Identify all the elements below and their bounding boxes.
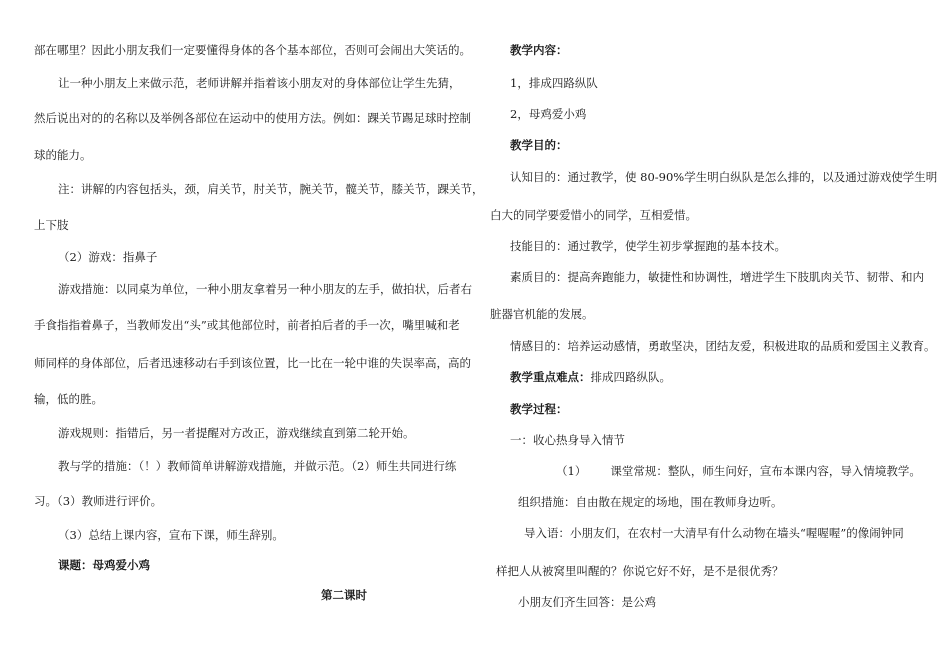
right-content-item2: 2，母鸡爱小鸡 <box>510 107 587 121</box>
left-game-method-line2: 手食指指着鼻子，当教师发出“头”或其他部位时，前者拍后者的手一次，嘴里喊和老 <box>34 318 460 332</box>
right-intro-line1: 导入语：小朋友们，在农村一大清早有什么动物在墙头“喔喔喔”的像闹钟同 <box>524 526 904 540</box>
right-content-item1: 1，排成四路纵队 <box>510 76 598 90</box>
right-step1-heading: 一：收心热身导入情节 <box>510 433 625 447</box>
left-para2-line3: 球的能力。 <box>34 148 92 162</box>
left-para2-line2: 然后说出对的的名称以及举例各部位在运动中的使用方法。例如：踝关节踢足球时控制 <box>34 111 471 125</box>
right-emotion-goal: 情感目的：培养运动感情，勇敢坚决，团结友爱，积极进取的品质和爱国主义教育。 <box>510 339 936 353</box>
right-quality-goal-line1: 素质目的：提高奔跑能力，敏捷性和协调性，增进学生下肢肌肉关节、韧带、和内 <box>510 270 924 284</box>
right-step-routine-text: 课堂常规：整队，师生问好，宣布本课内容，导入情境教学。 <box>610 464 921 478</box>
left-summary: （3）总结上课内容，宣布下课，师生辞别。 <box>58 528 284 542</box>
left-para1-line1: 部在哪里？因此小朋友我们一定要懂得身体的各个基本部位，否则可会闹出大笑话的。 <box>34 43 471 57</box>
second-lesson-heading: 第二课时 <box>321 588 367 602</box>
left-para2-line1: 让一种小朋友上来做示范，老师讲解并指着该小朋友对的身体部位让学生先猜， <box>58 76 461 90</box>
right-organization: 组织措施：自由散在规定的场地，围在教师身边听。 <box>518 495 783 509</box>
left-teaching-method-line2: 习。（3）教师进行评价。 <box>34 494 163 508</box>
left-game-rules: 游戏规则：指错后，另一者提醒对方改正，游戏继续直到第二轮开始。 <box>58 426 415 440</box>
right-answer: 小朋友们齐生回答：是公鸡 <box>518 595 656 609</box>
left-note-line2: 上下肢 <box>34 218 69 232</box>
right-key-points-text: 排成四路纵队。 <box>590 370 671 384</box>
right-content-heading: 教学内容： <box>510 43 568 57</box>
right-key-points <box>510 369 671 385</box>
left-game-heading: （2）游戏：指鼻子 <box>58 250 158 264</box>
right-step-routine-number: （1） <box>556 464 587 478</box>
right-step-routine <box>556 463 921 479</box>
right-quality-goal-line2: 脏器官机能的发展。 <box>490 307 594 321</box>
right-skill-goal: 技能目的：通过教学，使学生初步掌握跑的基本技术。 <box>510 239 786 253</box>
right-process-heading: 教学过程： <box>510 402 568 416</box>
left-topic-heading: 课题：母鸡爱小鸡 <box>58 558 150 572</box>
left-game-method-line4: 输，低的胜。 <box>34 392 103 406</box>
left-teaching-method-line1: 教与学的措施：（！）教师简单讲解游戏措施，并做示范。（2）师生共同进行练 <box>58 459 457 473</box>
right-key-points-label: 教学重点难点： <box>510 370 591 384</box>
left-note-line1: 注：讲解的内容包括头，颈，肩关节，肘关节，腕关节，髋关节，膝关节，踝关节， <box>58 182 484 196</box>
right-intro-line2: 样把人从被窝里叫醒的？你说它好不好，是不是很优秀？ <box>496 564 784 578</box>
left-game-method-line3: 师同样的身体部位，后者迅速移动右手到该位置，比一比在一轮中谁的失误率高，高的 <box>34 356 471 370</box>
left-game-method-line1: 游戏措施：以同桌为单位，一种小朋友拿着另一种小朋友的左手，做拍状，后者右 <box>58 282 472 296</box>
right-cognitive-goal-line1: 认知目的：通过教学，使 80-90%学生明白纵队是怎么排的，以及通过游戏使学生明 <box>510 170 938 184</box>
right-goal-heading: 教学目的： <box>510 138 568 152</box>
right-cognitive-goal-line2: 白大的同学要爱惜小的同学，互相爱惜。 <box>490 208 697 222</box>
